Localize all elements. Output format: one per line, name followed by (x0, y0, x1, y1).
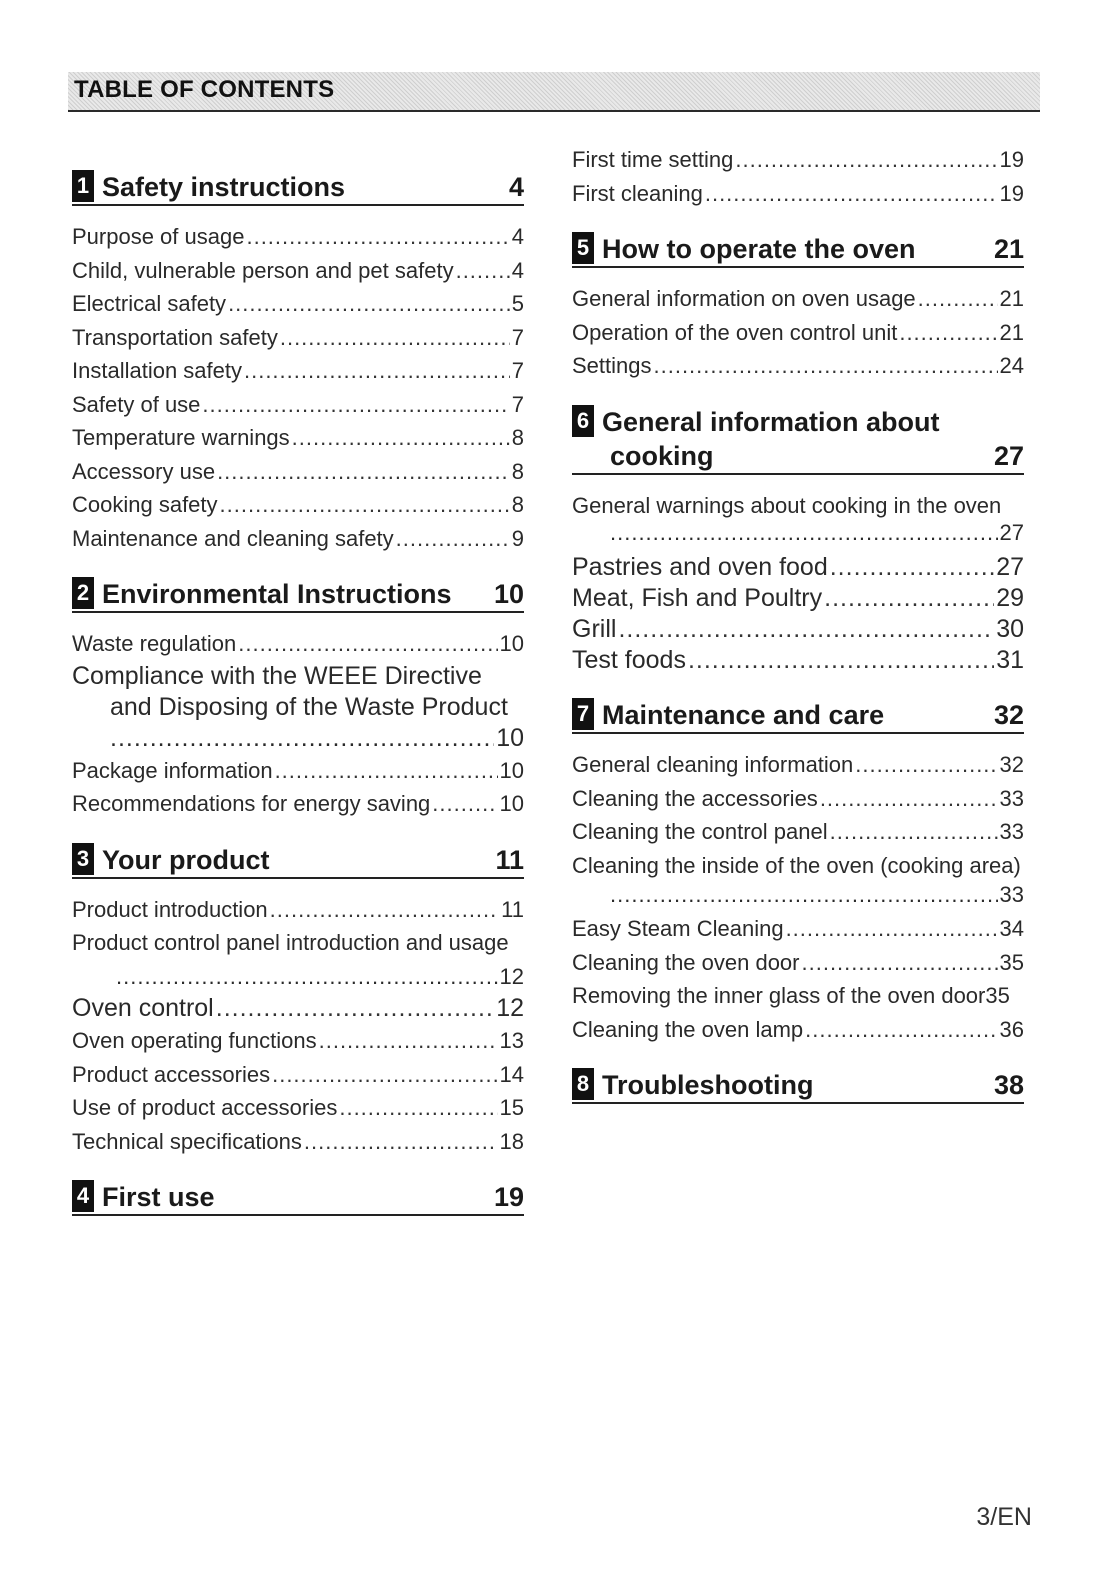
toc-entry-label: Cooking safety (72, 492, 218, 517)
toc-entry[interactable] (572, 645, 1024, 676)
section-number-badge: 7 (572, 698, 594, 730)
section-troubleshooting (572, 1068, 1024, 1104)
section-heading[interactable] (72, 170, 524, 206)
leader-dots (805, 1013, 997, 1047)
leader-dots (830, 815, 998, 849)
leader-dots (116, 960, 498, 994)
toc-entry[interactable] (72, 1091, 524, 1125)
toc-entry[interactable] (72, 754, 524, 788)
toc-entry[interactable] (572, 912, 1024, 946)
toc-entry-label: Cleaning the control panel (572, 819, 828, 844)
leader-dots (654, 349, 998, 383)
toc-entry-page: 10 (499, 757, 524, 783)
leader-dots (456, 254, 510, 288)
toc-entry[interactable] (72, 354, 524, 388)
toc-entry[interactable] (72, 455, 524, 489)
section-maintenance-and-care (572, 698, 1024, 1046)
toc-entry-page: 9 (511, 525, 524, 551)
section-general-information-cooking (572, 405, 1024, 677)
page-title: TABLE OF CONTENTS (74, 76, 335, 103)
leader-dots (824, 583, 994, 614)
toc-entry-label: Cleaning the inside of the oven (cooking area) (572, 852, 1021, 878)
toc-entry-page: 7 (511, 391, 524, 417)
toc-entry-label: Cleaning the oven door (572, 949, 800, 975)
toc-entry[interactable] (572, 979, 1024, 1013)
toc-entry-label: Maintenance and cleaning safety (72, 525, 394, 551)
leader-dots (238, 627, 497, 661)
toc-entry[interactable] (572, 849, 1024, 909)
toc-entry[interactable] (72, 388, 524, 422)
toc-entry[interactable] (72, 1125, 524, 1159)
toc-entry[interactable] (72, 993, 524, 1024)
toc-entry-page: 15 (499, 1095, 524, 1120)
page-number: 3/EN (976, 1503, 1032, 1531)
toc-entry-page: 10 (499, 631, 524, 656)
section-title: First use (102, 1182, 215, 1212)
section-page: 19 (493, 1182, 524, 1212)
leader-dots (246, 220, 509, 254)
section-page: 27 (993, 440, 1024, 471)
section-number-badge: 2 (72, 577, 94, 609)
toc-entry[interactable] (72, 488, 524, 522)
leader-dots (688, 645, 994, 676)
section-how-to-operate (572, 232, 1024, 383)
leader-dots (802, 946, 998, 980)
section-number-badge: 6 (572, 405, 594, 437)
toc-entry-page: 29 (996, 584, 1024, 612)
toc-entry-label: Product control panel introduction and usage (72, 930, 509, 955)
toc-entry-label: Oven operating functions (72, 1028, 317, 1053)
toc-entry-label: Test foods (572, 646, 686, 674)
leader-dots (396, 522, 510, 556)
toc-entry[interactable] (572, 815, 1024, 849)
toc-entry-page: 30 (996, 615, 1024, 643)
section-title: Maintenance and care (602, 700, 885, 730)
toc-entry-label: Installation safety (72, 358, 242, 383)
toc-entry-label: Use of product accessories (72, 1095, 338, 1120)
leader-dots (220, 488, 510, 522)
toc-entry-page: 11 (501, 896, 524, 922)
section-number-badge: 8 (572, 1068, 594, 1100)
toc-entry-label-continued: and Disposing of the Waste Product (110, 692, 508, 721)
toc-entry[interactable] (572, 177, 1024, 211)
left-column (72, 170, 524, 1238)
toc-entry[interactable] (572, 1013, 1024, 1047)
section-first-use-continued (572, 143, 1024, 210)
toc-entry-page: 8 (511, 492, 524, 517)
toc-entry[interactable] (72, 1058, 524, 1092)
leader-dots (339, 1091, 497, 1125)
toc-entry[interactable] (72, 220, 524, 254)
leader-dots (244, 354, 510, 388)
toc-entry[interactable] (572, 349, 1024, 383)
toc-entry-page: 19 (999, 147, 1024, 172)
leader-dots (202, 388, 509, 422)
leader-dots (110, 723, 494, 754)
toc-entry-page: 4 (511, 257, 524, 283)
toc-entry-label: Package information (72, 757, 273, 783)
section-title-continued: cooking (610, 440, 714, 471)
toc-entry-page: 5 (511, 291, 524, 316)
section-heading[interactable] (572, 232, 1024, 268)
toc-entry[interactable] (72, 926, 524, 993)
toc-entry[interactable] (572, 748, 1024, 782)
section-page: 10 (493, 579, 524, 609)
toc-entry-page: 7 (511, 324, 524, 350)
leader-dots (855, 748, 997, 782)
toc-entry-page: 12 (499, 963, 524, 989)
leader-dots (610, 882, 998, 908)
toc-entry-label: General cleaning information (572, 752, 854, 777)
toc-entry-label: Cleaning the accessories (572, 785, 818, 811)
toc-entry-label: Product introduction (72, 896, 268, 922)
section-first-use (72, 1180, 524, 1216)
toc-entry-label: Technical specifications (72, 1128, 302, 1154)
section-page: 11 (495, 844, 524, 875)
toc-entry[interactable] (72, 787, 524, 821)
toc-entry-label: Temperature warnings (72, 425, 290, 450)
leader-dots (292, 421, 510, 455)
leader-dots (899, 316, 997, 350)
toc-entry[interactable] (572, 552, 1024, 583)
toc-entry[interactable] (572, 282, 1024, 316)
toc-entry-label: Child, vulnerable person and pet safety (72, 257, 454, 283)
section-title: Safety instructions (102, 172, 346, 202)
toc-entry[interactable] (572, 946, 1024, 980)
toc-entry[interactable] (72, 254, 524, 288)
section-your-product (72, 843, 524, 1159)
toc-entry-label: Electrical safety (72, 291, 227, 316)
section-number-badge: 4 (72, 1180, 94, 1212)
section-page: 21 (993, 234, 1024, 264)
section-safety-instructions (72, 170, 524, 555)
toc-entry-label: Pastries and oven food (572, 553, 828, 581)
leader-dots (918, 282, 998, 316)
section-title: Troubleshooting (602, 1070, 814, 1100)
section-title: Environmental Instructions (102, 579, 452, 609)
section-page: 4 (508, 172, 524, 202)
toc-entry-page: 36 (999, 1016, 1024, 1042)
toc-entry-page: 18 (499, 1128, 524, 1154)
toc-entry-page: 34 (999, 916, 1024, 941)
leader-dots (786, 912, 998, 946)
toc-entry[interactable] (572, 316, 1024, 350)
toc-entry[interactable] (72, 321, 524, 355)
section-title: General information about (602, 406, 940, 437)
toc-entry-page: 8 (511, 425, 524, 450)
toc-entry-label: Meat, Fish and Poultry (572, 584, 823, 612)
section-heading[interactable] (572, 698, 1024, 734)
toc-entry-label: Settings (572, 353, 652, 378)
toc-entry-page: 10 (499, 791, 524, 816)
leader-dots (735, 143, 997, 177)
leader-dots (830, 552, 994, 583)
toc-entry-label: First cleaning (572, 180, 703, 206)
toc-entry-page: 21 (999, 319, 1024, 345)
section-heading[interactable] (572, 405, 1024, 475)
leader-dots (217, 455, 510, 489)
toc-entry[interactable] (72, 893, 524, 927)
toc-entry-page: 33 (999, 882, 1024, 907)
toc-entry-label: Compliance with the WEEE Directive (72, 661, 482, 690)
section-environmental-instructions (72, 577, 524, 821)
toc-entry-label: Accessory use (72, 458, 216, 484)
toc-entry[interactable] (572, 614, 1024, 645)
toc-entry-page: 21 (999, 286, 1024, 311)
leader-dots (304, 1125, 498, 1159)
leader-dots (820, 782, 998, 816)
toc-entry-page: 31 (996, 646, 1024, 674)
toc-entry[interactable] (572, 489, 1024, 545)
leader-dots (610, 522, 998, 544)
toc-entry-label: Cleaning the oven lamp (572, 1016, 804, 1042)
toc-entry-label: Easy Steam Cleaning (572, 916, 784, 941)
toc-entry-label: First time setting (572, 147, 734, 172)
section-number-badge: 3 (72, 843, 94, 875)
section-page: 38 (993, 1070, 1024, 1100)
toc-entry[interactable] (572, 583, 1024, 614)
leader-dots (270, 893, 499, 927)
toc-entry-label: Safety of use (72, 391, 201, 417)
toc-entry[interactable] (72, 287, 524, 321)
toc-entry-page: 24 (999, 353, 1024, 378)
section-page: 32 (993, 700, 1024, 730)
toc-entry-label: Operation of the oven control unit (572, 319, 898, 345)
section-title: How to operate the oven (602, 234, 916, 264)
toc-entry[interactable] (572, 143, 1024, 177)
toc-entry-page: 32 (999, 752, 1024, 777)
leader-dots (705, 177, 998, 211)
section-heading[interactable] (72, 1180, 524, 1216)
toc-entry[interactable] (72, 522, 524, 556)
toc-entry[interactable] (72, 421, 524, 455)
toc-entry-label: Oven control (72, 994, 214, 1022)
right-column (572, 143, 1024, 1126)
section-number-badge: 1 (72, 170, 94, 202)
leader-dots (319, 1024, 498, 1058)
toc-entry-page: 27 (999, 520, 1024, 545)
toc-entry-label: Transportation safety (72, 324, 278, 350)
toc-entry-label: General information on oven usage (572, 286, 916, 311)
toc-entry-page: 12 (496, 994, 524, 1022)
toc-entry-label: Removing the inner glass of the oven door35 (572, 983, 1010, 1008)
section-number-badge: 5 (572, 232, 594, 264)
leader-dots (275, 754, 498, 788)
toc-entry[interactable] (572, 782, 1024, 816)
toc-entry-label: Waste regulation (72, 631, 237, 656)
toc-entry-page: 19 (999, 180, 1024, 206)
section-heading[interactable] (572, 1068, 1024, 1104)
toc-entry-page: 33 (999, 785, 1024, 811)
section-heading[interactable] (72, 577, 524, 613)
toc-entry[interactable] (72, 661, 524, 754)
header-band (68, 72, 1040, 112)
section-title: Your product (102, 844, 270, 875)
leader-dots (216, 993, 494, 1024)
leader-dots (280, 321, 510, 355)
leader-dots (272, 1058, 497, 1092)
leader-dots (432, 787, 497, 821)
section-heading[interactable] (72, 843, 524, 879)
toc-entry-page: 4 (511, 224, 524, 249)
toc-entry[interactable] (72, 627, 524, 661)
leader-dots (228, 287, 510, 321)
toc-entry-page: 27 (996, 553, 1024, 581)
toc-entry-page: 7 (511, 358, 524, 383)
toc-entry-page: 33 (999, 819, 1024, 844)
toc-entry-page: 14 (499, 1061, 524, 1087)
leader-dots (618, 614, 994, 645)
toc-entry-label: Grill (572, 615, 617, 643)
toc-entry-label: Purpose of usage (72, 224, 245, 249)
toc-entry-label: General warnings about cooking in the oven (572, 492, 1002, 518)
toc-entry-label: Product accessories (72, 1061, 271, 1087)
toc-entry-page: 10 (496, 723, 524, 752)
toc-entry-label: Recommendations for energy saving (72, 791, 431, 816)
toc-entry[interactable] (72, 1024, 524, 1058)
toc-entry-page: 13 (499, 1028, 524, 1053)
toc-entry-page: 8 (511, 458, 524, 484)
toc-entry-page: 35 (999, 949, 1024, 975)
